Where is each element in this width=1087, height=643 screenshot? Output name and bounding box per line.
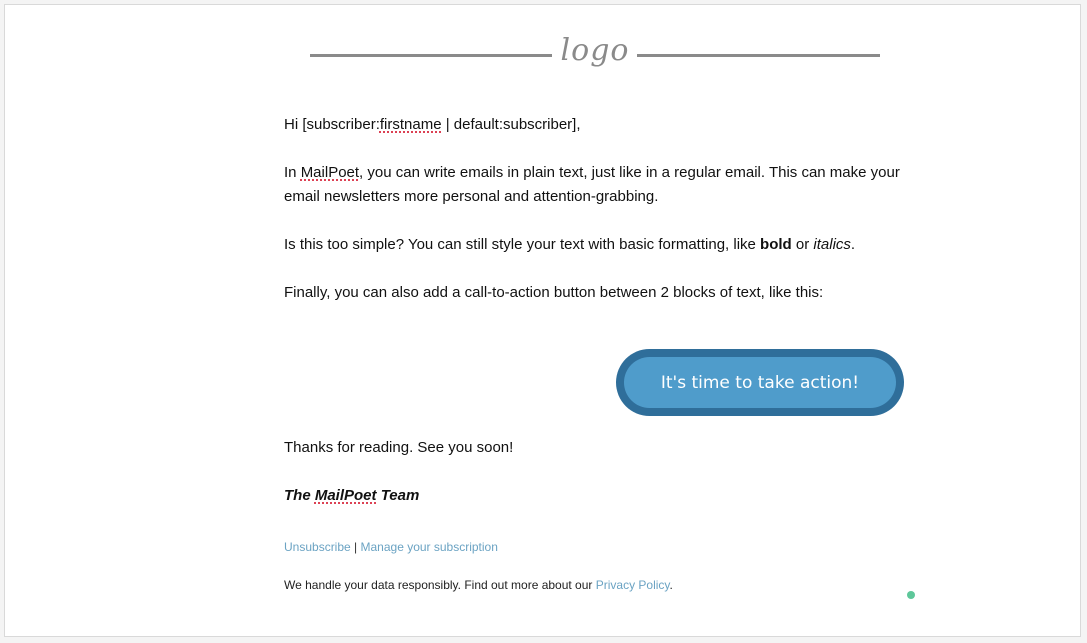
call-to-action-button[interactable]: It's time to take action! [624,357,896,408]
footer-links [284,540,498,554]
manage-subscription-link[interactable]: Manage your subscription [360,540,498,554]
cta-button-frame [616,349,904,416]
intro-paragraph: In MailPoet, you can write emails in plain text, just like in a regular email. This can make your email newsletters more personal and attention-grabbing. [284,164,900,205]
status-dot [907,591,915,599]
unsubscribe-link[interactable]: Unsubscribe [284,540,351,554]
formatting-paragraph: Is this too simple? You can still style your text with basic formatting, like bold or italics. [284,236,856,253]
logo-header [310,35,880,75]
signature-text: The MailPoet Team [284,487,420,504]
email-preview-frame [4,4,1081,637]
privacy-policy-link[interactable]: Privacy Policy [595,578,670,592]
privacy-notice: We handle your data responsibly. Find out more about our Privacy Policy. [284,578,673,592]
logo-divider-right [637,54,880,57]
cta-intro-paragraph: Finally, you can also add a call-to-action button between 2 blocks of text, like this: [284,284,824,301]
logo-image: logo [560,33,630,68]
logo-divider-left [310,54,552,57]
footer-separator: | [350,540,361,554]
thanks-text: Thanks for reading. See you soon! [284,439,514,456]
greeting-text: Hi [subscriber:firstname | default:subscriber], [284,116,581,133]
